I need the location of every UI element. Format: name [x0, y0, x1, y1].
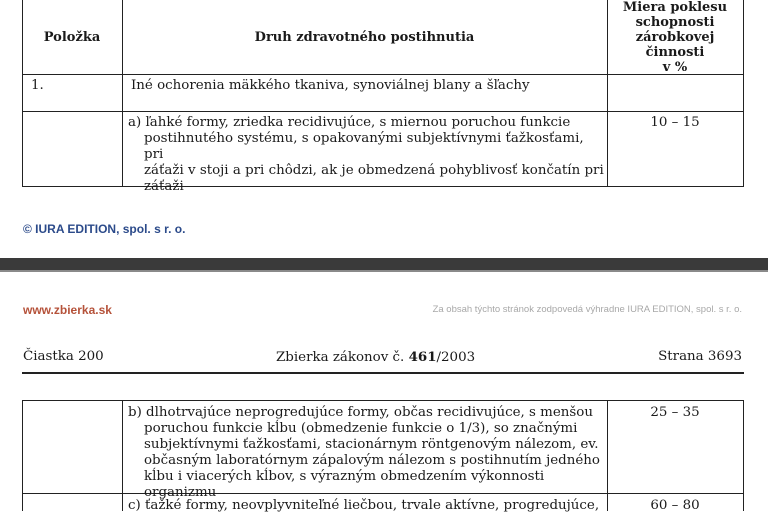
row-c-percent: 60 – 80: [650, 498, 700, 513]
header-miera-line-4: činnosti: [645, 45, 705, 60]
row-b-line-5: kĺbu i viacerých kĺbov, s výrazným obmedzením výkonnosti organizmu: [144, 469, 545, 500]
page-break-shadow: [0, 270, 768, 272]
table2-border-col1: [122, 400, 123, 511]
row1-text: Iné ochorenia mäkkého tkaniva, synoviálnej blany a šľachy: [131, 78, 530, 93]
row-b-percent: 25 – 35: [650, 405, 700, 420]
row2-text: [128, 115, 606, 195]
table2-border-left: [22, 400, 23, 511]
running-head-number: 461: [408, 349, 437, 365]
table-border-col1: [122, 0, 123, 187]
header-miera: [607, 0, 743, 75]
table2-border-right: [743, 400, 744, 511]
running-head-center: [276, 349, 475, 365]
row1-number: 1.: [31, 78, 44, 93]
row2-line-3: záťaži v stoji a pri chôdzi, ak je obmedzená pohyblivosť končatín pri: [144, 163, 604, 178]
table-border-h2: [22, 111, 744, 112]
row-c-text: c) ťažké formy, neovplyvniteľné liečbou, trvale aktívne, progredujúce,: [128, 498, 600, 513]
header-miera-line-3: zárobkovej: [635, 30, 715, 45]
row2-percent: 10 – 15: [650, 115, 700, 130]
responsibility-note: Za obsah týchto stránok zodpovedá výhradne IURA EDITION, spol. s r. o.: [432, 304, 742, 315]
table-border-left: [22, 0, 23, 187]
row-b-line-4: občasným laboratórnym zápalovým nálezom s postihnutím jedného: [144, 453, 600, 468]
running-head-right: Strana 3693: [658, 349, 742, 364]
row2-line-1: a) ľahké formy, zriedka recidivujúce, s miernou poruchou funkcie: [128, 115, 571, 130]
row2-line-2: postihnutého systému, s opakovanými subjektívnymi ťažkosťami, pri: [144, 131, 584, 162]
running-head-left: Čiastka 200: [23, 349, 104, 364]
running-head-suffix: /2003: [436, 350, 476, 365]
row-b-text: [128, 405, 606, 501]
header-polozka: Položka: [43, 30, 101, 45]
header-miera-line-5: v %: [662, 60, 688, 75]
header-miera-line-1: Miera poklesu: [622, 0, 728, 15]
header-miera-line-2: schopnosti: [635, 15, 715, 30]
page-break-band: [0, 258, 768, 270]
row2-line-4: záťaži: [144, 179, 184, 194]
table2-border-top: [22, 400, 744, 401]
header-druh: Druh zdravotného postihnutia: [254, 30, 475, 45]
row-b-line-3: subjektívnymi ťažkosťami, stacionárnym röntgenovým nálezom, ev.: [144, 437, 599, 452]
site-link[interactable]: www.zbierka.sk: [23, 303, 112, 317]
copyright: © IURA EDITION, spol. s r. o.: [23, 222, 186, 236]
row-b-line-2: poruchou funkcie kĺbu (obmedzenie funkcie o 1/3), so značnými: [144, 421, 578, 436]
table-border-right: [743, 0, 744, 187]
running-head-prefix: Zbierka zákonov č.: [276, 350, 409, 365]
row-b-line-1: b) dlhotrvajúce neprogredujúce formy, občas recidivujúce, s menšou: [128, 405, 593, 420]
running-head-rule: [22, 372, 744, 374]
